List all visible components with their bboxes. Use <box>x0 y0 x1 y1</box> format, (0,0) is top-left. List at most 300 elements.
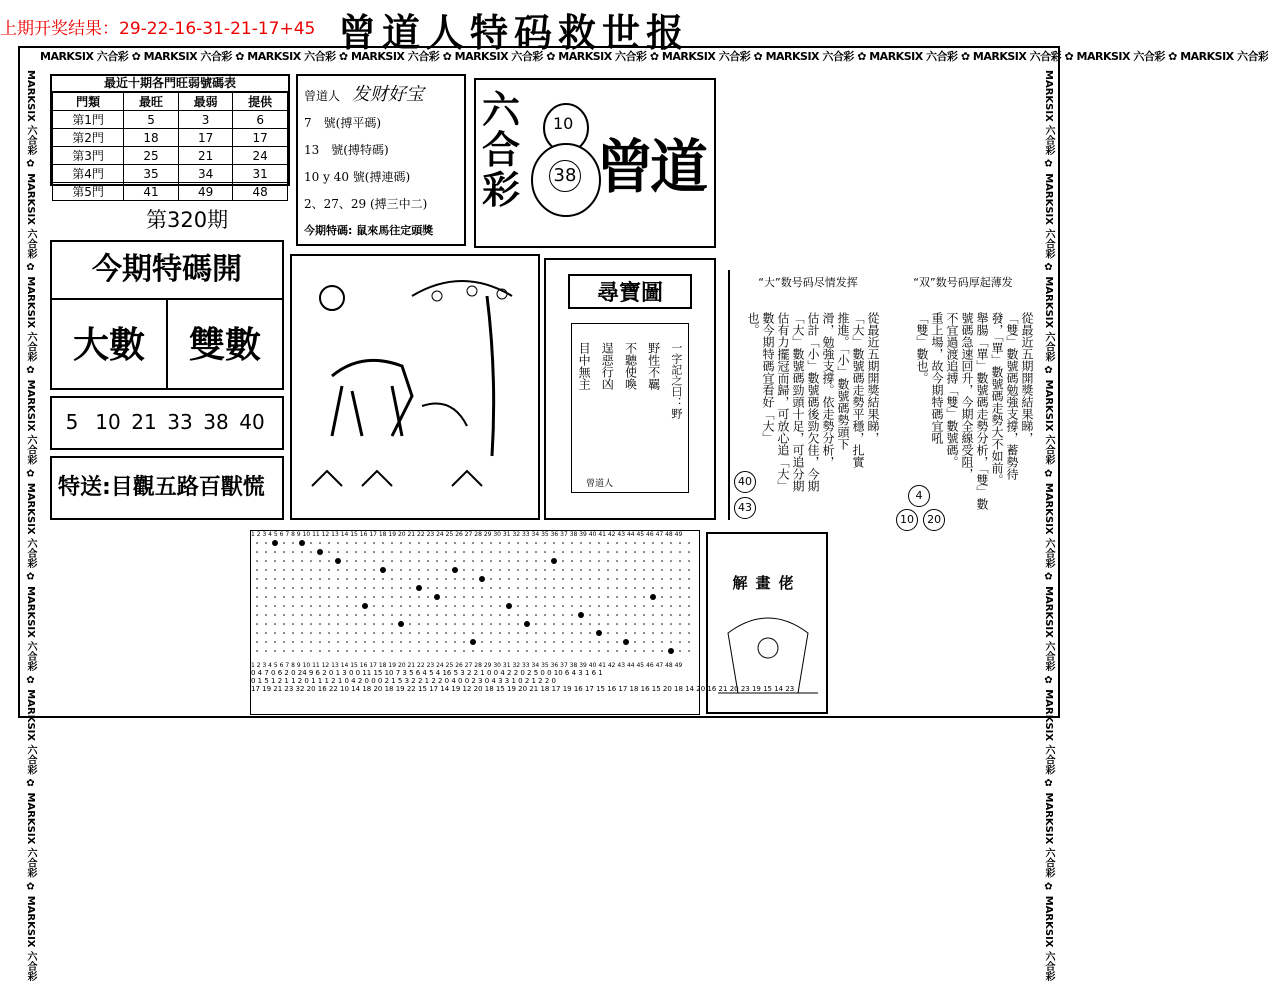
grid-dot <box>526 650 528 652</box>
grid-dot <box>391 542 393 544</box>
grid-dot <box>652 587 654 589</box>
grid-dot <box>544 551 546 553</box>
grid-dot <box>688 623 690 625</box>
grid-dot <box>418 641 420 643</box>
grid-dot <box>544 623 546 625</box>
grid-dot <box>454 596 456 598</box>
grid-row-c: 17 19 21 23 32 20 16 22 10 14 18 20 18 19 22 15 17 14 19 12 20 18 15 19 20 21 18 17 19 16 17 15 16 17 18 16 15 20 18 14 20 16 21 20 23 19 15 14 23 <box>251 685 795 693</box>
grid-dot <box>364 560 366 562</box>
grid-dot <box>535 605 537 607</box>
grid-dot <box>436 560 438 562</box>
grid-dot <box>418 560 420 562</box>
grid-dot <box>589 578 591 580</box>
grid-dot <box>319 650 321 652</box>
tips-line: 13 號(搏特碼) <box>304 143 389 157</box>
grid-dot <box>310 623 312 625</box>
grid-dot <box>544 542 546 544</box>
grid-dot <box>598 641 600 643</box>
col-header: 最旺 <box>124 93 179 111</box>
grid-dot <box>454 650 456 652</box>
grid-dot <box>589 596 591 598</box>
grid-dot <box>580 578 582 580</box>
grid-dot <box>355 596 357 598</box>
grid-dot <box>427 605 429 607</box>
grid-dot <box>472 542 474 544</box>
grid-dot <box>463 596 465 598</box>
grid-dot <box>553 641 555 643</box>
grid-dot <box>328 569 330 571</box>
grid-dot <box>310 605 312 607</box>
grid-dot <box>472 587 474 589</box>
grid-dot <box>490 641 492 643</box>
grid-dot <box>463 578 465 580</box>
special-open-title: 今期特碼開 <box>52 242 282 300</box>
grid-dot <box>517 551 519 553</box>
grid-dot <box>256 596 258 598</box>
grid-dot <box>517 569 519 571</box>
logo-ball-1: 10 <box>553 114 574 133</box>
horse-tree-icon <box>292 256 538 518</box>
grid-dot <box>661 596 663 598</box>
grid-dot <box>490 614 492 616</box>
cell: 5 <box>124 111 179 129</box>
special-number: 38 <box>203 410 229 434</box>
grid-dot <box>328 551 330 553</box>
grid-dot <box>553 578 555 580</box>
grid-dot <box>661 614 663 616</box>
special-number: 5 <box>65 410 79 434</box>
grid-dot <box>670 641 672 643</box>
grid-hit-dot <box>299 540 305 546</box>
grid-dot <box>679 560 681 562</box>
grid-dot <box>454 632 456 634</box>
grid-dot <box>616 596 618 598</box>
grid-dot <box>409 551 411 553</box>
grid-dot <box>652 542 654 544</box>
grid-dot <box>490 551 492 553</box>
grid-dot <box>310 578 312 580</box>
cell: 35 <box>124 165 179 183</box>
grid-dot <box>454 587 456 589</box>
grid-dot <box>400 560 402 562</box>
grid-dot <box>589 632 591 634</box>
grid-dot <box>625 623 627 625</box>
grid-dot <box>571 578 573 580</box>
tips-author: 曾道人 <box>304 89 341 103</box>
grid-dot <box>670 560 672 562</box>
grid-dot <box>337 614 339 616</box>
grid-dot <box>535 560 537 562</box>
treasure-col: 一字記之曰：野 <box>669 342 683 419</box>
grid-dot <box>553 569 555 571</box>
grid-dot <box>364 578 366 580</box>
grid-dot <box>346 623 348 625</box>
grid-dot <box>634 542 636 544</box>
grid-dot <box>643 542 645 544</box>
grid-dot <box>328 650 330 652</box>
grid-dot <box>445 632 447 634</box>
grid-dot <box>490 569 492 571</box>
grid-dot <box>652 569 654 571</box>
grid-dot <box>256 614 258 616</box>
grid-dot <box>283 560 285 562</box>
grid-dot <box>427 578 429 580</box>
grid-dot <box>274 596 276 598</box>
grid-dot <box>517 560 519 562</box>
grid-dot <box>616 632 618 634</box>
brand-strip-top: MARKSIX 六合彩 ✿ MARKSIX 六合彩 ✿ MARKSIX 六合彩 ✿ MARKSIX 六合彩 ✿ MARKSIX 六合彩 ✿ MARKSIX 六合彩 ✿ MARKSIX 六合彩 ✿ MARKSIX 六合彩 ✿ MARKSIX 六合彩 ✿ MARKSIX 六合彩 ✿ MARKSIX 六合彩 ✿ MARKSIX 六合彩 <box>40 50 1268 63</box>
grid-dot <box>472 632 474 634</box>
grid-dot <box>670 605 672 607</box>
grid-dot <box>553 650 555 652</box>
brand-strip-right: MARKSIX 六合彩 ✿ MARKSIX 六合彩 ✿ MARKSIX 六合彩 ✿ MARKSIX 六合彩 ✿ MARKSIX 六合彩 ✿ MARKSIX 六合彩 ✿ MARKSIX 六合彩 ✿ MARKSIX 六合彩 ✿ MARKSIX 六合彩 <box>1043 70 1054 981</box>
grid-dot <box>436 587 438 589</box>
grid-dot <box>526 632 528 634</box>
grid-dot <box>409 596 411 598</box>
grid-dot <box>256 641 258 643</box>
grid-hit-dot <box>479 576 485 582</box>
grid-dot <box>616 587 618 589</box>
grid-dot <box>544 587 546 589</box>
grid-dot <box>463 632 465 634</box>
grid-dot <box>589 605 591 607</box>
grid-dot <box>472 551 474 553</box>
grid-dot <box>427 641 429 643</box>
grid-dot <box>409 641 411 643</box>
grid-dot <box>355 614 357 616</box>
grid-dot <box>670 596 672 598</box>
grid-dot <box>688 560 690 562</box>
grid-dot <box>283 569 285 571</box>
grid-dot <box>292 578 294 580</box>
grid-dot <box>319 641 321 643</box>
grid-dot <box>562 596 564 598</box>
grid-dot <box>580 587 582 589</box>
grid-dot <box>355 578 357 580</box>
grid-dot <box>319 569 321 571</box>
grid-dot <box>391 560 393 562</box>
grid-dot <box>373 560 375 562</box>
grid-dot <box>544 560 546 562</box>
grid-dot <box>346 587 348 589</box>
cell: 第5門 <box>53 183 124 201</box>
grid-dot <box>499 614 501 616</box>
grid-dot <box>517 605 519 607</box>
grid-dot <box>571 614 573 616</box>
grid-dot <box>373 623 375 625</box>
analysis-col: 估計「小」數號碼後勁欠佳，今期 <box>806 312 820 492</box>
grid-dot <box>607 578 609 580</box>
grid-dot <box>580 632 582 634</box>
grid-dot <box>283 596 285 598</box>
grid-row-b: 0 1 5 1 2 1 1 2 0 1 1 1 2 1 0 4 2 0 0 0 2 1 5 3 2 2 1 2 2 0 4 0 0 2 3 0 4 3 3 1 0 2 1 2 2 0 <box>251 677 556 685</box>
grid-dot <box>418 551 420 553</box>
grid-dot <box>355 641 357 643</box>
grid-dot <box>265 650 267 652</box>
grid-dot <box>418 605 420 607</box>
grid-dot <box>301 560 303 562</box>
grid-dot <box>319 542 321 544</box>
grid-dot <box>373 542 375 544</box>
grid-dot <box>526 560 528 562</box>
grid-dot <box>670 569 672 571</box>
cell: 24 <box>233 147 288 165</box>
analysis-col: 發，「單」數號碼走勢大不如前。 <box>990 312 1004 486</box>
table-row <box>53 147 288 165</box>
grid-dot <box>283 587 285 589</box>
grid-dot <box>310 560 312 562</box>
grid-dot <box>652 641 654 643</box>
grid-dot <box>418 623 420 625</box>
grid-dot <box>535 632 537 634</box>
grid-dot <box>274 614 276 616</box>
grid-dot <box>346 641 348 643</box>
grid-dot <box>535 641 537 643</box>
grid-dot <box>607 605 609 607</box>
grid-hit-dot <box>551 558 557 564</box>
grid-dot <box>319 587 321 589</box>
grid-dot <box>436 641 438 643</box>
grid-dot <box>634 650 636 652</box>
grid-dot <box>598 596 600 598</box>
grid-dot <box>319 632 321 634</box>
grid-dot <box>499 605 501 607</box>
grid-dot <box>310 650 312 652</box>
grid-dot <box>571 569 573 571</box>
grid-dot <box>616 614 618 616</box>
dot-grid-svg <box>251 538 699 658</box>
grid-hit-dot <box>470 639 476 645</box>
special-number: 40 <box>239 410 265 434</box>
grid-dot <box>553 542 555 544</box>
grid-dot <box>661 551 663 553</box>
grid-dot <box>391 605 393 607</box>
grid-dot <box>580 623 582 625</box>
grid-dot <box>634 614 636 616</box>
grid-dot <box>625 560 627 562</box>
grid-dot <box>355 551 357 553</box>
grid-dot <box>292 605 294 607</box>
grid-dot <box>400 578 402 580</box>
grid-dot <box>625 596 627 598</box>
grid-dot <box>544 641 546 643</box>
grid-dot <box>490 578 492 580</box>
ball: 43 <box>734 497 756 519</box>
grid-dot <box>346 614 348 616</box>
grid-dot <box>508 650 510 652</box>
grid-dot <box>382 650 384 652</box>
grid-dot <box>436 578 438 580</box>
grid-dot <box>391 623 393 625</box>
grid-dot <box>436 632 438 634</box>
grid-dot <box>328 578 330 580</box>
analysis-col: 「雙」數號碼勉強支撐，蓄勢待 <box>1005 312 1019 480</box>
grid-dot <box>319 623 321 625</box>
issue-number: 第320期 <box>146 208 229 232</box>
grid-dot <box>634 551 636 553</box>
cell: 3 <box>178 111 233 129</box>
grid-dot <box>589 560 591 562</box>
grid-dot <box>499 623 501 625</box>
grid-dot <box>445 551 447 553</box>
treasure-box <box>544 258 716 520</box>
grid-dot <box>346 542 348 544</box>
grid-dot <box>562 569 564 571</box>
grid-dot <box>382 641 384 643</box>
grid-dot <box>454 560 456 562</box>
grid-dot <box>490 596 492 598</box>
grid-dot <box>643 560 645 562</box>
grid-dot <box>409 542 411 544</box>
grid-dot <box>310 614 312 616</box>
grid-dot <box>517 542 519 544</box>
grid-dot <box>274 623 276 625</box>
grid-dot <box>328 623 330 625</box>
brand-strip-left: MARKSIX 六合彩 ✿ MARKSIX 六合彩 ✿ MARKSIX 六合彩 ✿ MARKSIX 六合彩 ✿ MARKSIX 六合彩 ✿ MARKSIX 六合彩 ✿ MARKSIX 六合彩 ✿ MARKSIX 六合彩 ✿ MARKSIX 六合彩 <box>25 70 36 981</box>
grid-dot <box>652 623 654 625</box>
grid-dot <box>463 623 465 625</box>
grid-dot <box>589 623 591 625</box>
grid-dot <box>616 605 618 607</box>
grid-dot <box>409 578 411 580</box>
grid-dot <box>400 614 402 616</box>
grid-dot <box>283 623 285 625</box>
grid-dot <box>481 632 483 634</box>
grid-dot <box>346 605 348 607</box>
grid-dot <box>364 551 366 553</box>
table-row <box>53 183 288 201</box>
grid-dot <box>670 587 672 589</box>
grid-dot <box>661 542 663 544</box>
grid-dot <box>688 650 690 652</box>
grid-dot <box>616 551 618 553</box>
grid-dot <box>301 569 303 571</box>
grid-dot <box>634 605 636 607</box>
grid-dot <box>391 578 393 580</box>
grid-dot <box>562 641 564 643</box>
grid-dot <box>553 605 555 607</box>
grid-dot <box>391 632 393 634</box>
grid-dot <box>301 596 303 598</box>
grid-dot <box>481 551 483 553</box>
grid-dot <box>364 596 366 598</box>
grid-dot <box>499 578 501 580</box>
grid-dot <box>526 641 528 643</box>
grid-dot <box>256 650 258 652</box>
grid-dot <box>265 587 267 589</box>
grid-dot <box>571 641 573 643</box>
grid-dot <box>292 587 294 589</box>
grid-dot <box>490 623 492 625</box>
grid-dot <box>670 551 672 553</box>
grid-dot <box>373 650 375 652</box>
grid-dot <box>463 641 465 643</box>
grid-dot <box>616 641 618 643</box>
grid-dot <box>391 551 393 553</box>
logo-box <box>474 78 716 248</box>
grid-hit-dot <box>272 540 278 546</box>
grid-dot <box>517 587 519 589</box>
grid-dot <box>580 560 582 562</box>
grid-dot <box>301 587 303 589</box>
grid-dot <box>526 605 528 607</box>
grid-dot <box>499 632 501 634</box>
grid-dot <box>328 542 330 544</box>
grid-dot <box>517 641 519 643</box>
grid-dot <box>373 587 375 589</box>
grid-dot <box>265 614 267 616</box>
grid-dot <box>670 623 672 625</box>
grid-dot <box>481 623 483 625</box>
grid-dot <box>373 641 375 643</box>
grid-dot <box>643 641 645 643</box>
grid-dot <box>463 614 465 616</box>
grid-dot <box>364 569 366 571</box>
analysis-col: 「大」數號碼走勢平穩，扎實 <box>851 312 865 468</box>
grid-dot <box>544 632 546 634</box>
grid-dot <box>508 623 510 625</box>
grid-dot <box>364 632 366 634</box>
treasure-col: 目中無主 <box>577 342 592 390</box>
tips-special: 今期特碼: 鼠來馬往定頭獎 <box>304 224 434 237</box>
tips-box <box>296 74 466 246</box>
logo-char: 彩 <box>482 167 521 212</box>
grid-dot <box>589 650 591 652</box>
grid-dot <box>292 596 294 598</box>
grid-dot <box>481 569 483 571</box>
grid-dot <box>454 542 456 544</box>
grid-dot <box>445 596 447 598</box>
grid-dot <box>616 623 618 625</box>
horse-illustration <box>290 254 540 520</box>
grid-dot <box>598 605 600 607</box>
cell: 31 <box>233 165 288 183</box>
grid-dot <box>292 560 294 562</box>
grid-dot <box>427 587 429 589</box>
grid-dot <box>679 641 681 643</box>
analysis-big-balls <box>734 470 756 519</box>
grid-dot <box>526 596 528 598</box>
grid-dot <box>445 605 447 607</box>
grid-dot <box>337 578 339 580</box>
grid-dot <box>265 560 267 562</box>
grid-dot <box>688 614 690 616</box>
analysis-double-title: “双”数号码厚起薄发 <box>913 276 1013 289</box>
logo-text-6 <box>482 87 521 212</box>
grid-hit-dot <box>434 594 440 600</box>
grid-dot <box>355 569 357 571</box>
analysis-col: 號碼急速回升，今期全線受阻， <box>960 312 974 480</box>
grid-dot <box>607 551 609 553</box>
grid-dot <box>499 641 501 643</box>
grid-dot <box>292 569 294 571</box>
grid-dot <box>256 605 258 607</box>
analysis-col: 估有力擺冠而歸，可放心追「大」 <box>776 312 790 492</box>
grid-dot <box>256 632 258 634</box>
grid-dot <box>625 605 627 607</box>
grid-dot <box>382 632 384 634</box>
grid-dot <box>598 578 600 580</box>
grid-dot <box>472 560 474 562</box>
cell: 49 <box>178 183 233 201</box>
grid-dot <box>454 578 456 580</box>
grid-dot <box>643 614 645 616</box>
grid-dot <box>526 587 528 589</box>
grid-dot <box>382 542 384 544</box>
col-header: 最弱 <box>178 93 233 111</box>
table-row <box>53 129 288 147</box>
grid-dot <box>670 542 672 544</box>
